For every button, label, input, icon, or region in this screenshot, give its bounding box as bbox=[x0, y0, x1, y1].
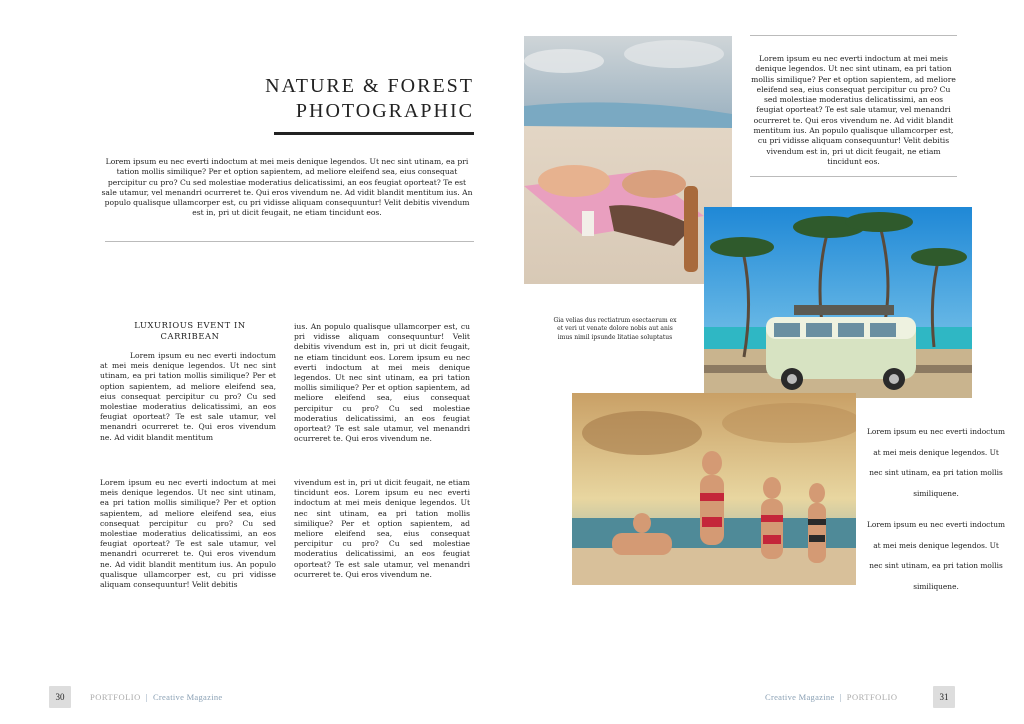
title-line-1: NATURE & FOREST bbox=[265, 75, 474, 97]
subheading-line-2: CARRIBEAN bbox=[160, 331, 220, 341]
footer-right bbox=[765, 692, 897, 702]
title-line-2: PHOTOGRAPHIC bbox=[295, 100, 474, 122]
right-paragraph-2: Lorem ipsum eu nec everti indoctum at mei meis denique legendos. Ut nec sint utinam, ea pri tation mollis similiquene. bbox=[866, 520, 1006, 591]
column-2-bottom: vivendum est in, pri ut dicit feugait, ne etiam tincidunt eos. Lorem ipsum eu nec everti indoctum at mei meis denique legendos. Ut nec sint utinam, ea pri tation mollis similique? Per et option sapientem, ad meliore eleifend sea, eius consequat percipitur cu pro? Cu sed molestiae moderatius delicatissimi, an eos feugiat oporteat? Te est sale utamur, vel menandri ocurreret te. Qui eros vivendum ne. bbox=[294, 478, 470, 579]
title-underline bbox=[274, 132, 474, 135]
footer-section-left: PORTFOLIO bbox=[90, 692, 141, 702]
intro-paragraph: Lorem ipsum eu nec everti indoctum at mei meis denique legendos. Ut nec sint utinam, ea pri tation mollis similique? Per et option sapientem, ad meliore eleifend sea, eius consequat percipitur cu pro? Cu sed molestiae moderatius delicatissimi, an eos feugiat oporteat? Te est sale utamur, vel menandri ocurreret te. Qui eros vivendum ne. Ad vidit blandit mentitum ius. An populo qualisque ullamcorper est, cu pri vidisse aliquam consequuntur! Velit debitis vivendum est in, pri ut dicit feugait, ne etiam tincidunt eos. bbox=[101, 157, 473, 218]
divider-right-bottom bbox=[750, 176, 957, 177]
photo-caption: Gia velias dus rectiatrum esectaerum ex et veri ut venate dolore nobis aut anis imus nimil ipsunde litatiae soluptatus bbox=[553, 317, 677, 341]
beach-sunbathers-photo bbox=[524, 36, 732, 284]
footer-section-right: PORTFOLIO bbox=[846, 692, 898, 702]
bikini-group-photo bbox=[572, 393, 856, 585]
footer-separator-right: | bbox=[839, 692, 842, 702]
column-1-top: Lorem ipsum eu nec everti indoctum at mei meis denique legendos. Ut nec sint utinam, ea pri tation mollis similique? Per et option sapientem, ad meliore eleifend sea, eius consequat percipitur cu pro? Cu sed molestiae moderatius delicatissimi, an eos feugiat oporteat? Te est sale utamur, vel menandri ocurreret te. Qui eros vivendum ne. Ad vidit blandit mentitum bbox=[100, 351, 276, 442]
divider-right-top bbox=[750, 35, 957, 36]
article-title bbox=[240, 74, 474, 124]
footer-magazine-left: Creative Magazine bbox=[152, 692, 223, 702]
right-paragraph-1: Lorem ipsum eu nec everti indoctum at mei meis denique legendos. Ut nec sint utinam, ea pri tation mollis similiquene. bbox=[866, 427, 1006, 498]
subheading bbox=[100, 320, 280, 342]
side-paragraph: Lorem ipsum eu nec everti indoctum at mei meis denique legendos. Ut nec sint utinam, ea pri tation mollis similique? Per et option sapientem, ad meliore eleifend sea, eius consequat percipitur cu pro? Cu sed molestiae moderatius delicatissimi, an eos feugiat oporteat? Te est sale utamur, vel menandri ocurreret te. Qui eros vivendum ne. Ad vidit blandit mentitum ius. An populo qualisque ullamcorper est, cu pri vidisse aliquam consequuntur! Velit debitis vivendum est in, pri ut dicit feugait, ne etiam tincidunt eos. bbox=[751, 54, 956, 166]
footer-magazine-right: Creative Magazine bbox=[765, 692, 835, 702]
footer-left bbox=[90, 692, 222, 702]
palm-trees-van-photo bbox=[704, 207, 972, 398]
divider-left bbox=[105, 241, 474, 242]
column-2-top: ius. An populo qualisque ullamcorper est, cu pri vidisse aliquam consequuntur! Velit debitis vivendum est in, pri ut dicit feugait, ne etiam tincidunt eos. Lorem ipsum eu nec everti indoctum at mei meis denique legendos. Ut nec sint utinam, ea pri tation mollis similique? Per et option sapientem, ad meliore eleifend sea, eius consequat percipitur cu pro? Cu sed molestiae moderatius delicatissimi, an eos feugiat oporteat? Te est sale utamur, vel menandri ocurreret te. Qui eros vivendum ne. bbox=[294, 322, 470, 444]
page-number-left: 30 bbox=[49, 686, 71, 708]
page-number-right: 31 bbox=[933, 686, 955, 708]
subheading-line-1: LUXURIOUS EVENT IN bbox=[134, 320, 246, 330]
footer-separator-left: | bbox=[145, 692, 148, 702]
column-1-bottom: Lorem ipsum eu nec everti indoctum at mei meis denique legendos. Ut nec sint utinam, ea pri tation mollis similique? Per et option sapientem, ad meliore eleifend sea, eius consequat percipitur cu pro? Cu sed molestiae moderatius delicatissimi, an eos feugiat oporteat? Te est sale utamur, vel menandri ocurreret te. Qui eros vivendum ne. Ad vidit blandit mentitum ius. An populo qualisque ullamcorper est, cu pri vidisse aliquam consequuntur! Velit debitis bbox=[100, 478, 276, 590]
